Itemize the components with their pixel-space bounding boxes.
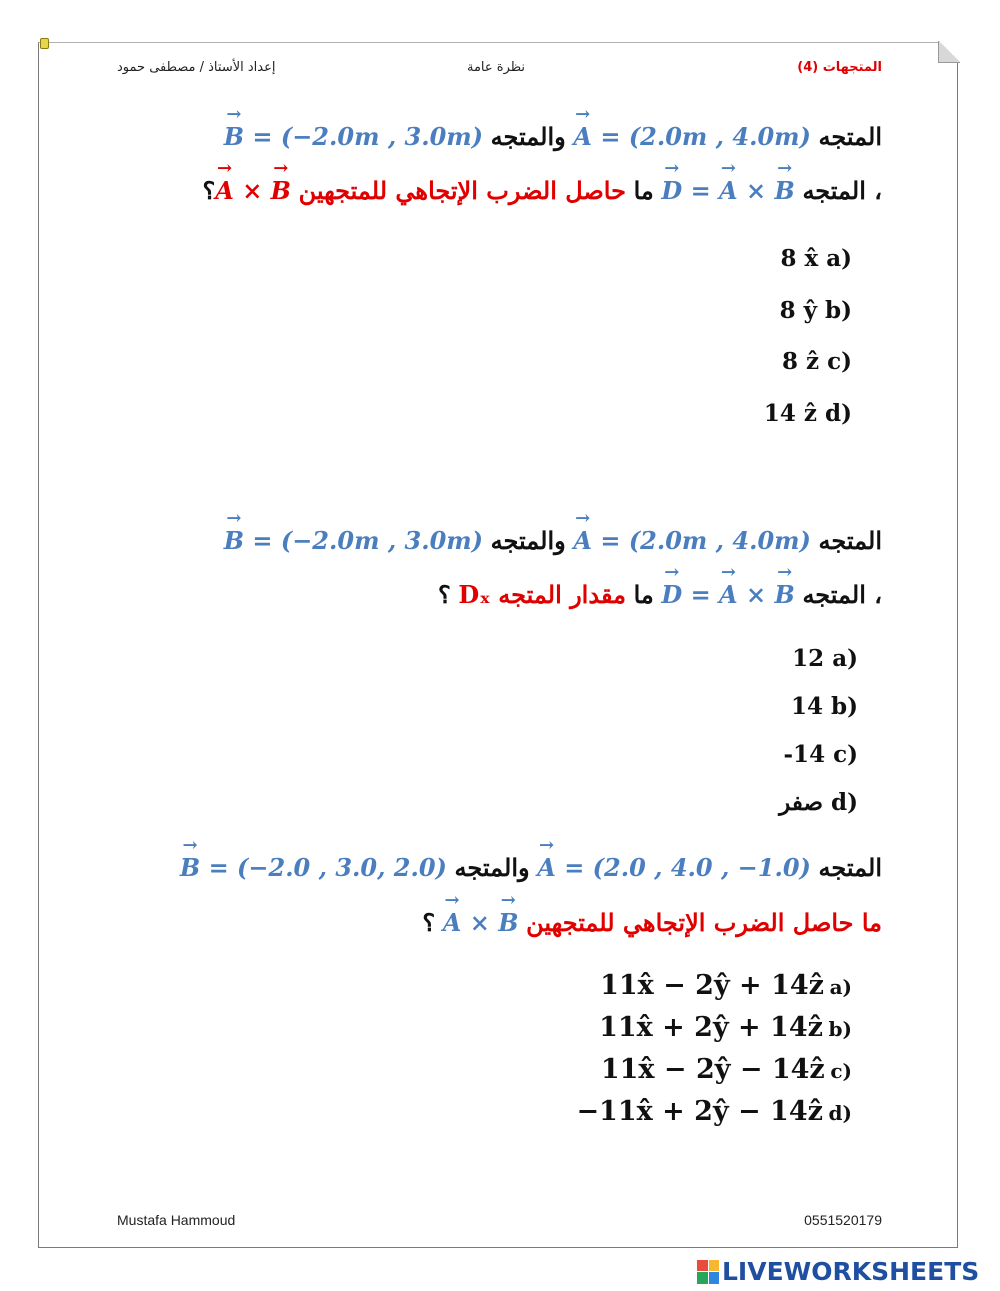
eq-sign: =	[690, 176, 711, 205]
q2-question: مقدار المتجه	[498, 580, 626, 609]
page-corner-fold	[938, 41, 960, 63]
option-label: (b	[831, 693, 858, 720]
option-value: 11x̂ − 2ŷ + 14ẑ	[600, 970, 824, 1001]
option-value: صفر	[779, 789, 823, 816]
q3-option-b[interactable]	[599, 1012, 852, 1043]
option-value: 14 ẑ	[763, 400, 817, 427]
footer-phone: 0551520179	[804, 1212, 882, 1228]
vec-b-symbol: → B	[180, 853, 200, 882]
eq-sign: =	[252, 122, 273, 151]
q2-dx: Dₓ	[458, 580, 491, 609]
q2-option-c[interactable]	[784, 741, 858, 768]
q3-line2	[422, 908, 882, 937]
vec-a-symbol: → A	[719, 580, 738, 609]
q2-option-d[interactable]	[779, 789, 858, 816]
times-sign: ×	[469, 908, 490, 937]
q2-vector-b	[224, 526, 483, 555]
option-label: (a	[826, 245, 852, 272]
option-label: (c	[827, 348, 852, 375]
times-sign: ×	[746, 176, 767, 205]
logo-tile	[709, 1260, 720, 1272]
q2-word-and-vector: والمتجه	[490, 526, 566, 555]
q3-qmark: ؟	[422, 908, 436, 937]
q2-word-ma: ما	[633, 580, 654, 609]
liveworksheets-logo-icon	[697, 1260, 719, 1284]
option-value: 14	[790, 693, 823, 720]
pin-icon	[40, 38, 49, 49]
times-sign: ×	[242, 176, 263, 205]
option-label: (a	[829, 975, 852, 999]
q3-vector-b	[180, 853, 447, 882]
q1-option-a[interactable]	[780, 245, 852, 272]
logo-tile	[709, 1272, 720, 1284]
q1-option-d[interactable]	[764, 400, 852, 427]
q1-vector-b	[224, 122, 483, 151]
option-label: (a	[832, 645, 858, 672]
q1-vector-d	[661, 176, 794, 205]
q1-vector-a	[573, 122, 811, 151]
vec-a-symbol: → A	[719, 176, 738, 205]
q2-qmark: ؟	[438, 580, 451, 609]
q1-a-value: (2.0m , 4.0m)	[628, 122, 811, 151]
option-label: (c	[830, 1059, 852, 1083]
q2-line2	[438, 580, 882, 609]
times-sign: ×	[746, 580, 767, 609]
q3-cross-product	[443, 908, 519, 937]
eq-sign: =	[564, 853, 585, 882]
q3-b-value: (−2.0 , 3.0, 2.0)	[237, 853, 447, 882]
option-value: 8 ẑ	[782, 348, 820, 375]
option-value: 8 x̂	[780, 245, 819, 272]
option-label: (d	[828, 1101, 852, 1125]
eq-sign: =	[600, 526, 621, 555]
vec-d-symbol: → D	[661, 176, 682, 205]
q1-cross-product	[215, 176, 291, 205]
q1-word-and-vector: والمتجه	[490, 122, 566, 151]
option-value: 8 ŷ	[779, 297, 817, 324]
q1-qmark: ؟	[202, 176, 216, 205]
q3-word-and-vector: والمتجه	[454, 853, 530, 882]
q3-option-d[interactable]	[576, 1096, 852, 1127]
header-title: المتجهات (4)	[797, 60, 882, 75]
q1-b-value: (−2.0m , 3.0m)	[280, 122, 484, 151]
option-value: 11x̂ − 2ŷ − 14ẑ	[600, 1054, 825, 1085]
header-author: إعداد الأستاذ / مصطفى حمود	[117, 60, 276, 75]
q2-option-a[interactable]	[792, 645, 858, 672]
q2-line1	[224, 526, 882, 555]
q3-a-value: (2.0 , 4.0 , −1.0)	[592, 853, 811, 882]
liveworksheets-brand[interactable]	[697, 1257, 979, 1286]
vec-a-symbol: → A	[537, 853, 556, 882]
vec-b-symbol: → B	[271, 176, 291, 205]
q3-option-a[interactable]	[600, 970, 852, 1001]
q1-question: حاصل الضرب الإتجاهي للمتجهين	[298, 176, 626, 205]
q3-word-vector: المتجه	[818, 853, 882, 882]
brand-text: LIVEWORKSHEETS	[722, 1257, 980, 1286]
q3-option-c[interactable]	[601, 1054, 852, 1085]
q1-word-ma: ما	[633, 176, 654, 205]
vec-b-symbol: → B	[224, 526, 244, 555]
q2-a-value: (2.0m , 4.0m)	[628, 526, 811, 555]
q2-option-b[interactable]	[791, 693, 858, 720]
option-label: (c	[833, 741, 858, 768]
option-label: (b	[825, 297, 852, 324]
eq-sign: =	[690, 580, 711, 609]
eq-sign: =	[252, 526, 273, 555]
vec-b-symbol: → B	[498, 908, 518, 937]
q2-vector-a	[573, 526, 811, 555]
vec-a-symbol: → A	[573, 122, 592, 151]
eq-sign: =	[208, 853, 229, 882]
vec-b-symbol: → B	[775, 176, 795, 205]
q1-word-vector: المتجه	[818, 122, 882, 151]
q1-option-c[interactable]	[782, 348, 852, 375]
q1-option-b[interactable]	[780, 297, 852, 324]
q1-line1	[224, 122, 882, 151]
eq-sign: =	[600, 122, 621, 151]
option-value: −11x̂ + 2ŷ − 14ẑ	[576, 1096, 823, 1127]
q3-line1	[180, 853, 882, 882]
footer-name: Mustafa Hammoud	[117, 1212, 236, 1228]
option-value: 12	[792, 645, 825, 672]
vec-a-symbol: → A	[573, 526, 592, 555]
q2-word-vector2: ، المتجه	[802, 580, 882, 609]
option-label: (d	[831, 789, 858, 816]
option-label: (d	[825, 400, 852, 427]
q2-word-vector: المتجه	[818, 526, 882, 555]
vec-b-symbol: → B	[775, 580, 795, 609]
vec-b-symbol: → B	[224, 122, 244, 151]
header-center: نظرة عامة	[467, 60, 526, 75]
option-value: -14	[783, 741, 826, 768]
option-label: (b	[828, 1017, 852, 1041]
q3-vector-a	[537, 853, 811, 882]
q2-vector-d	[661, 580, 794, 609]
logo-tile	[697, 1272, 708, 1284]
q1-line2	[202, 176, 882, 205]
option-value: 11x̂ + 2ŷ + 14ẑ	[599, 1012, 823, 1043]
q1-word-vector2: ، المتجه	[802, 176, 882, 205]
logo-tile	[697, 1260, 708, 1272]
q2-b-value: (−2.0m , 3.0m)	[280, 526, 484, 555]
q3-question: ما حاصل الضرب الإتجاهي للمتجهين	[526, 908, 882, 937]
vec-a-symbol: → A	[215, 176, 234, 205]
vec-d-symbol: → D	[661, 580, 682, 609]
vec-a-symbol: → A	[443, 908, 462, 937]
